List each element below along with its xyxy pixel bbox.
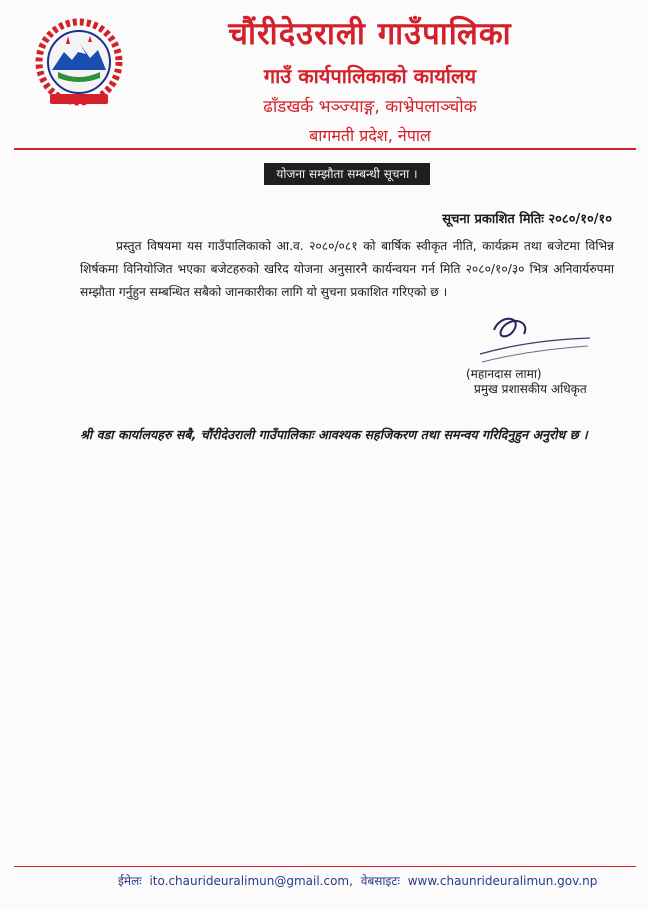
province-country: बागमती प्रदेश, नेपाल: [309, 126, 431, 145]
footer-divider: [14, 866, 636, 867]
government-emblem-logo: [28, 14, 130, 114]
office-address: ढाँडखर्क भञ्ज्याङ्ग, काभ्रेपलाञ्चोक: [263, 97, 477, 117]
office-name: गाउँ कार्यपालिकाको कार्यालय: [263, 64, 477, 88]
cc-recipients: श्री वडा कार्यालयहरु सबै, चौंरीदेउराली गाउँपालिकाः आवश्यक सहजिकरण तथा समन्वय गरिदिनुहुन अनुरोध छ ।: [80, 427, 588, 442]
signatory-title: प्रमुख प्रशासकीय अधिकृत: [474, 382, 587, 396]
website-label: वेबसाइटः: [360, 874, 400, 888]
email-label: ईमेलः: [118, 874, 142, 888]
notice-body: प्रस्तुत विषयमा यस गाउँपालिकाको आ.व. २०८०/०८१ को बार्षिक स्वीकृत नीति, कार्यक्रम तथा बजेटमा विभिन्न शिर्षकमा विनियोजित भएका बजेटहरुको खरिद योजना अनुसारनै कार्यन्वयन गर्न मिति २०८०/१०/३० भित्र अनिवार्यरुपमा सम्झौता गर्नुहुन सम्बन्धित सबैको जानकारीका लागि यो सुचना प्रकाशित गरिएको छ ।: [80, 239, 614, 299]
signatory-name: (महानदास लामा): [466, 367, 542, 381]
footer-contact: [118, 872, 601, 889]
published-date: सूचना प्रकाशित मितिः २०८०/१०/१०: [442, 212, 612, 227]
header-divider: [14, 148, 636, 150]
municipality-name: चौंरीदेउराली गाउँपालिका: [228, 16, 512, 52]
signature-stamp: [470, 308, 600, 368]
email-link[interactable]: ito.chaurideuralimun@gmail.com,: [149, 874, 353, 888]
notice-title: योजना सम्झौता सम्बन्धी सूचना ।: [264, 163, 430, 185]
website-link[interactable]: www.chaunrideuralimun.gov.np: [407, 874, 598, 888]
